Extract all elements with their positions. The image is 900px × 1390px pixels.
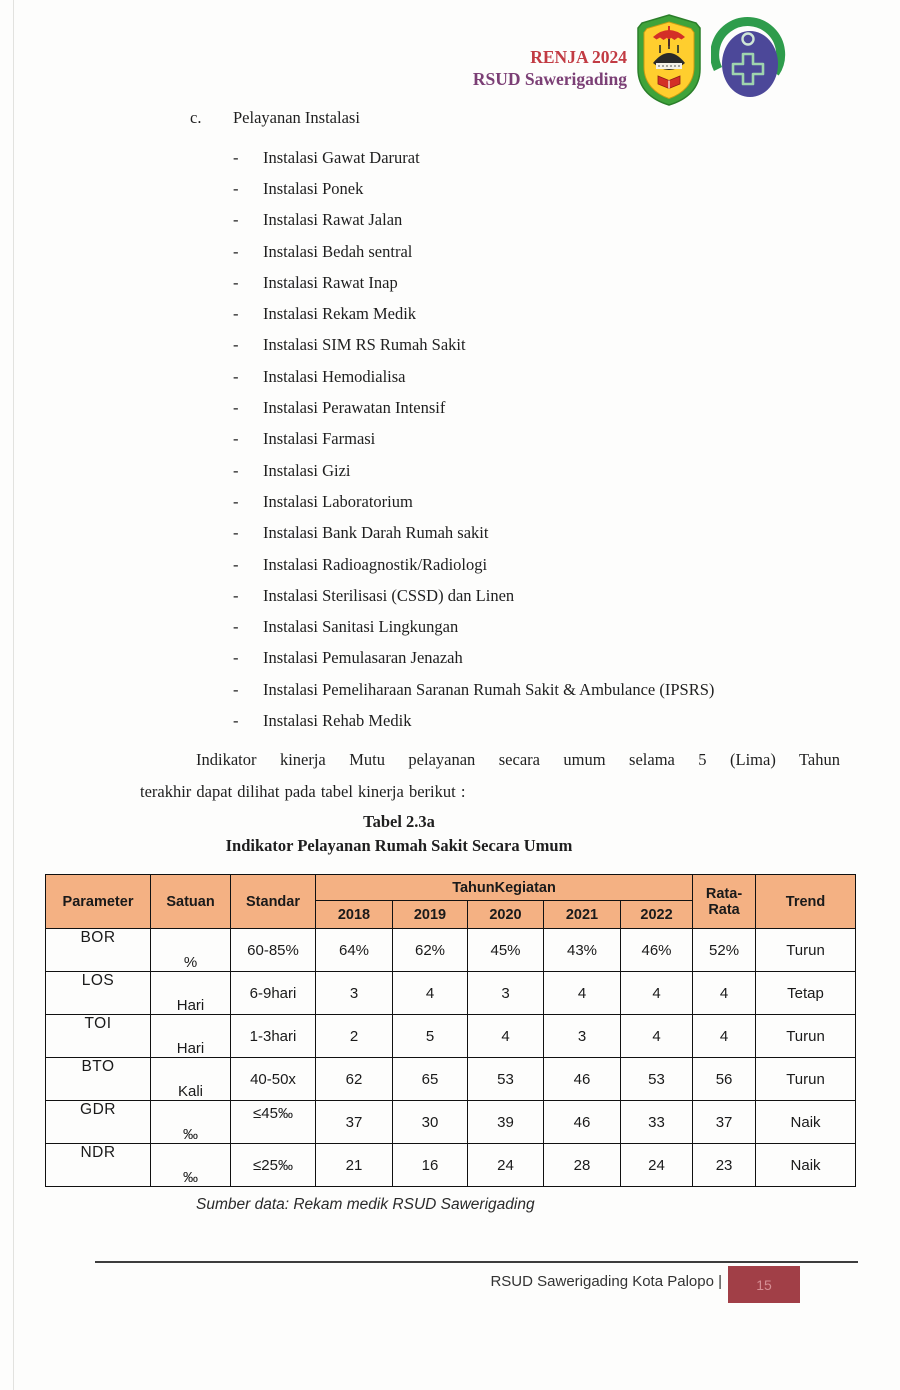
cell-2019: 30	[393, 1101, 468, 1144]
cell-2019: 4	[393, 972, 468, 1015]
dash-bullet: -	[233, 147, 239, 167]
list-item	[190, 705, 850, 736]
cell-2022: 4	[621, 1015, 693, 1058]
dash-bullet: -	[233, 710, 239, 730]
list-item	[190, 142, 850, 173]
cell-2018: 21	[316, 1144, 393, 1187]
list-item	[190, 236, 850, 267]
col-header-year-2021: 2021	[544, 901, 621, 929]
rsud-sawerigading-logo-icon	[711, 17, 787, 108]
table-row-bor	[46, 929, 856, 972]
list-item	[190, 298, 850, 329]
cell-2018: 37	[316, 1101, 393, 1144]
cell-2018: 64%	[316, 929, 393, 972]
list-item-text: Instalasi Radioagnostik/Radiologi	[263, 554, 488, 574]
table-caption-number: Tabel 2.3a	[363, 812, 435, 831]
instalasi-list	[190, 142, 850, 737]
dash-bullet: -	[233, 335, 239, 355]
cell-parameter: NDR	[46, 1144, 151, 1187]
cell-2022: 33	[621, 1101, 693, 1144]
list-item-text: Instalasi Ponek	[263, 178, 364, 198]
cell-2020: 45%	[468, 929, 544, 972]
cell-standar: 60-85%	[231, 929, 316, 972]
paragraph-line-2: terakhir dapat dilihat pada tabel kinerja berikut :	[140, 781, 466, 801]
cell-trend: Naik	[756, 1144, 856, 1187]
footer-rule	[95, 1261, 858, 1263]
dash-bullet: -	[233, 585, 239, 605]
dash-bullet: -	[233, 398, 239, 418]
list-item-text: Instalasi SIM RS Rumah Sakit	[263, 335, 466, 355]
dash-bullet: -	[233, 523, 239, 543]
cell-2022: 46%	[621, 929, 693, 972]
cell-satuan: %	[151, 929, 231, 972]
cell-standar: ≤25‰	[231, 1144, 316, 1187]
list-item-text: Instalasi Rawat Jalan	[263, 210, 403, 230]
cell-2021: 3	[544, 1015, 621, 1058]
cell-2021: 46	[544, 1058, 621, 1101]
cell-trend: Turun	[756, 1015, 856, 1058]
dash-bullet: -	[233, 554, 239, 574]
table-caption-title: Indikator Pelayanan Rumah Sakit Secara Umum	[225, 835, 573, 855]
cell-parameter: BOR	[46, 929, 151, 972]
cell-satuan: Hari	[151, 972, 231, 1015]
col-header-year-group: TahunKegiatan	[316, 875, 693, 901]
cell-parameter: GDR	[46, 1101, 151, 1144]
list-item-text: Instalasi Rekam Medik	[263, 304, 417, 324]
cell-2020: 39	[468, 1101, 544, 1144]
cell-2018: 2	[316, 1015, 393, 1058]
cell-parameter: LOS	[46, 972, 151, 1015]
cell-2020: 3	[468, 972, 544, 1015]
list-item	[190, 580, 850, 611]
intro-paragraph	[140, 744, 840, 807]
col-header-rata-rata: Rata-Rata	[693, 875, 756, 929]
dash-bullet: -	[233, 241, 239, 261]
cell-2020: 24	[468, 1144, 544, 1187]
list-item-text: Instalasi Bank Darah Rumah sakit	[263, 523, 489, 543]
cell-2019: 5	[393, 1015, 468, 1058]
cell-2022: 24	[621, 1144, 693, 1187]
page-number-badge	[728, 1266, 800, 1303]
dash-bullet: -	[233, 429, 239, 449]
renja-title: RENJA 2024	[530, 47, 627, 67]
list-item	[190, 205, 850, 236]
list-item-text: Instalasi Rawat Inap	[263, 272, 398, 292]
list-item-text: Instalasi Perawatan Intensif	[263, 398, 446, 418]
cell-rata: 23	[693, 1144, 756, 1187]
cell-trend: Naik	[756, 1101, 856, 1144]
col-header-parameter: Parameter	[46, 875, 151, 929]
dash-bullet: -	[233, 272, 239, 292]
cell-2020: 4	[468, 1015, 544, 1058]
cell-2022: 4	[621, 972, 693, 1015]
list-item-text: Instalasi Gizi	[263, 460, 351, 480]
pelayanan-instalasi-section	[190, 106, 850, 737]
dash-bullet: -	[233, 210, 239, 230]
cell-rata: 56	[693, 1058, 756, 1101]
cell-2021: 4	[544, 972, 621, 1015]
cell-trend: Tetap	[756, 972, 856, 1015]
dash-bullet: -	[233, 178, 239, 198]
table-row-gdr	[46, 1101, 856, 1144]
cell-trend: Turun	[756, 1058, 856, 1101]
col-header-year-2019: 2019	[393, 901, 468, 929]
section-title: Pelayanan Instalasi	[233, 108, 360, 127]
dash-bullet: -	[233, 679, 239, 699]
col-header-satuan: Satuan	[151, 875, 231, 929]
page-header	[473, 46, 627, 90]
list-item	[190, 455, 850, 486]
list-item	[190, 424, 850, 455]
footer-text: RSUD Sawerigading Kota Palopo |	[490, 1273, 722, 1290]
cell-satuan: ‰	[151, 1101, 231, 1144]
indicators-table	[45, 874, 856, 1187]
cell-2022: 53	[621, 1058, 693, 1101]
page-number: 15	[756, 1276, 772, 1293]
cell-standar: 40-50x	[231, 1058, 316, 1101]
col-header-year-2020: 2020	[468, 901, 544, 929]
table-row-los	[46, 972, 856, 1015]
list-item-text: Instalasi Gawat Darurat	[263, 147, 420, 167]
col-header-trend: Trend	[756, 875, 856, 929]
cell-standar: 1-3hari	[231, 1015, 316, 1058]
paragraph-line-1: Indikator kinerja Mutu pelayanan secara umum selama 5 (Lima) Tahun	[196, 750, 840, 769]
scan-edge-artifact	[13, 0, 14, 1390]
dash-bullet: -	[233, 304, 239, 324]
cell-2019: 62%	[393, 929, 468, 972]
table-row-toi	[46, 1015, 856, 1058]
list-item-text: Instalasi Pemeliharaan Saranan Rumah Sakit & Ambulance (IPSRS)	[263, 679, 715, 699]
section-label: c.	[190, 108, 202, 127]
col-header-standar: Standar	[231, 875, 316, 929]
list-item	[190, 674, 850, 705]
list-item	[190, 549, 850, 580]
list-item-text: Instalasi Hemodialisa	[263, 366, 406, 386]
list-item	[190, 330, 850, 361]
list-item	[190, 392, 850, 423]
list-item	[190, 486, 850, 517]
cell-standar: ≤45‰	[231, 1101, 316, 1144]
cell-2021: 43%	[544, 929, 621, 972]
cell-rata: 52%	[693, 929, 756, 972]
dash-bullet: -	[233, 366, 239, 386]
cell-trend: Turun	[756, 929, 856, 972]
list-item	[190, 173, 850, 204]
cell-2021: 28	[544, 1144, 621, 1187]
cell-satuan: Hari	[151, 1015, 231, 1058]
cell-2020: 53	[468, 1058, 544, 1101]
dash-bullet: -	[233, 617, 239, 637]
dash-bullet: -	[233, 460, 239, 480]
table-row-bto	[46, 1058, 856, 1101]
cell-rata: 4	[693, 972, 756, 1015]
col-header-year-2018: 2018	[316, 901, 393, 929]
palopo-city-crest-icon	[632, 13, 706, 112]
list-item-text: Instalasi Pemulasaran Jenazah	[263, 648, 463, 668]
list-item-text: Instalasi Laboratorium	[263, 491, 413, 511]
list-item	[190, 643, 850, 674]
dash-bullet: -	[233, 648, 239, 668]
cell-parameter: TOI	[46, 1015, 151, 1058]
list-item	[190, 611, 850, 642]
dash-bullet: -	[233, 491, 239, 511]
cell-2019: 16	[393, 1144, 468, 1187]
cell-2018: 3	[316, 972, 393, 1015]
list-item-text: Instalasi Sterilisasi (CSSD) dan Linen	[263, 585, 515, 605]
cell-satuan: ‰	[151, 1144, 231, 1187]
rsud-subtitle: RSUD Sawerigading	[472, 69, 627, 89]
cell-2021: 46	[544, 1101, 621, 1144]
list-item-text: Instalasi Sanitasi Lingkungan	[263, 617, 459, 637]
list-item	[190, 361, 850, 392]
list-item-text: Instalasi Bedah sentral	[263, 241, 413, 261]
cell-2019: 65	[393, 1058, 468, 1101]
list-item	[190, 518, 850, 549]
cell-parameter: BTO	[46, 1058, 151, 1101]
table-caption	[45, 810, 753, 857]
table-row-ndr	[46, 1144, 856, 1187]
cell-satuan: Kali	[151, 1058, 231, 1101]
list-item-text: Instalasi Rehab Medik	[263, 710, 412, 730]
source-note: Sumber data: Rekam medik RSUD Sawerigading	[196, 1196, 535, 1213]
cell-standar: 6-9hari	[231, 972, 316, 1015]
cell-rata: 37	[693, 1101, 756, 1144]
cell-rata: 4	[693, 1015, 756, 1058]
list-item-text: Instalasi Farmasi	[263, 429, 376, 449]
section-heading	[190, 106, 850, 129]
list-item	[190, 267, 850, 298]
col-header-year-2022: 2022	[621, 901, 693, 929]
cell-2018: 62	[316, 1058, 393, 1101]
